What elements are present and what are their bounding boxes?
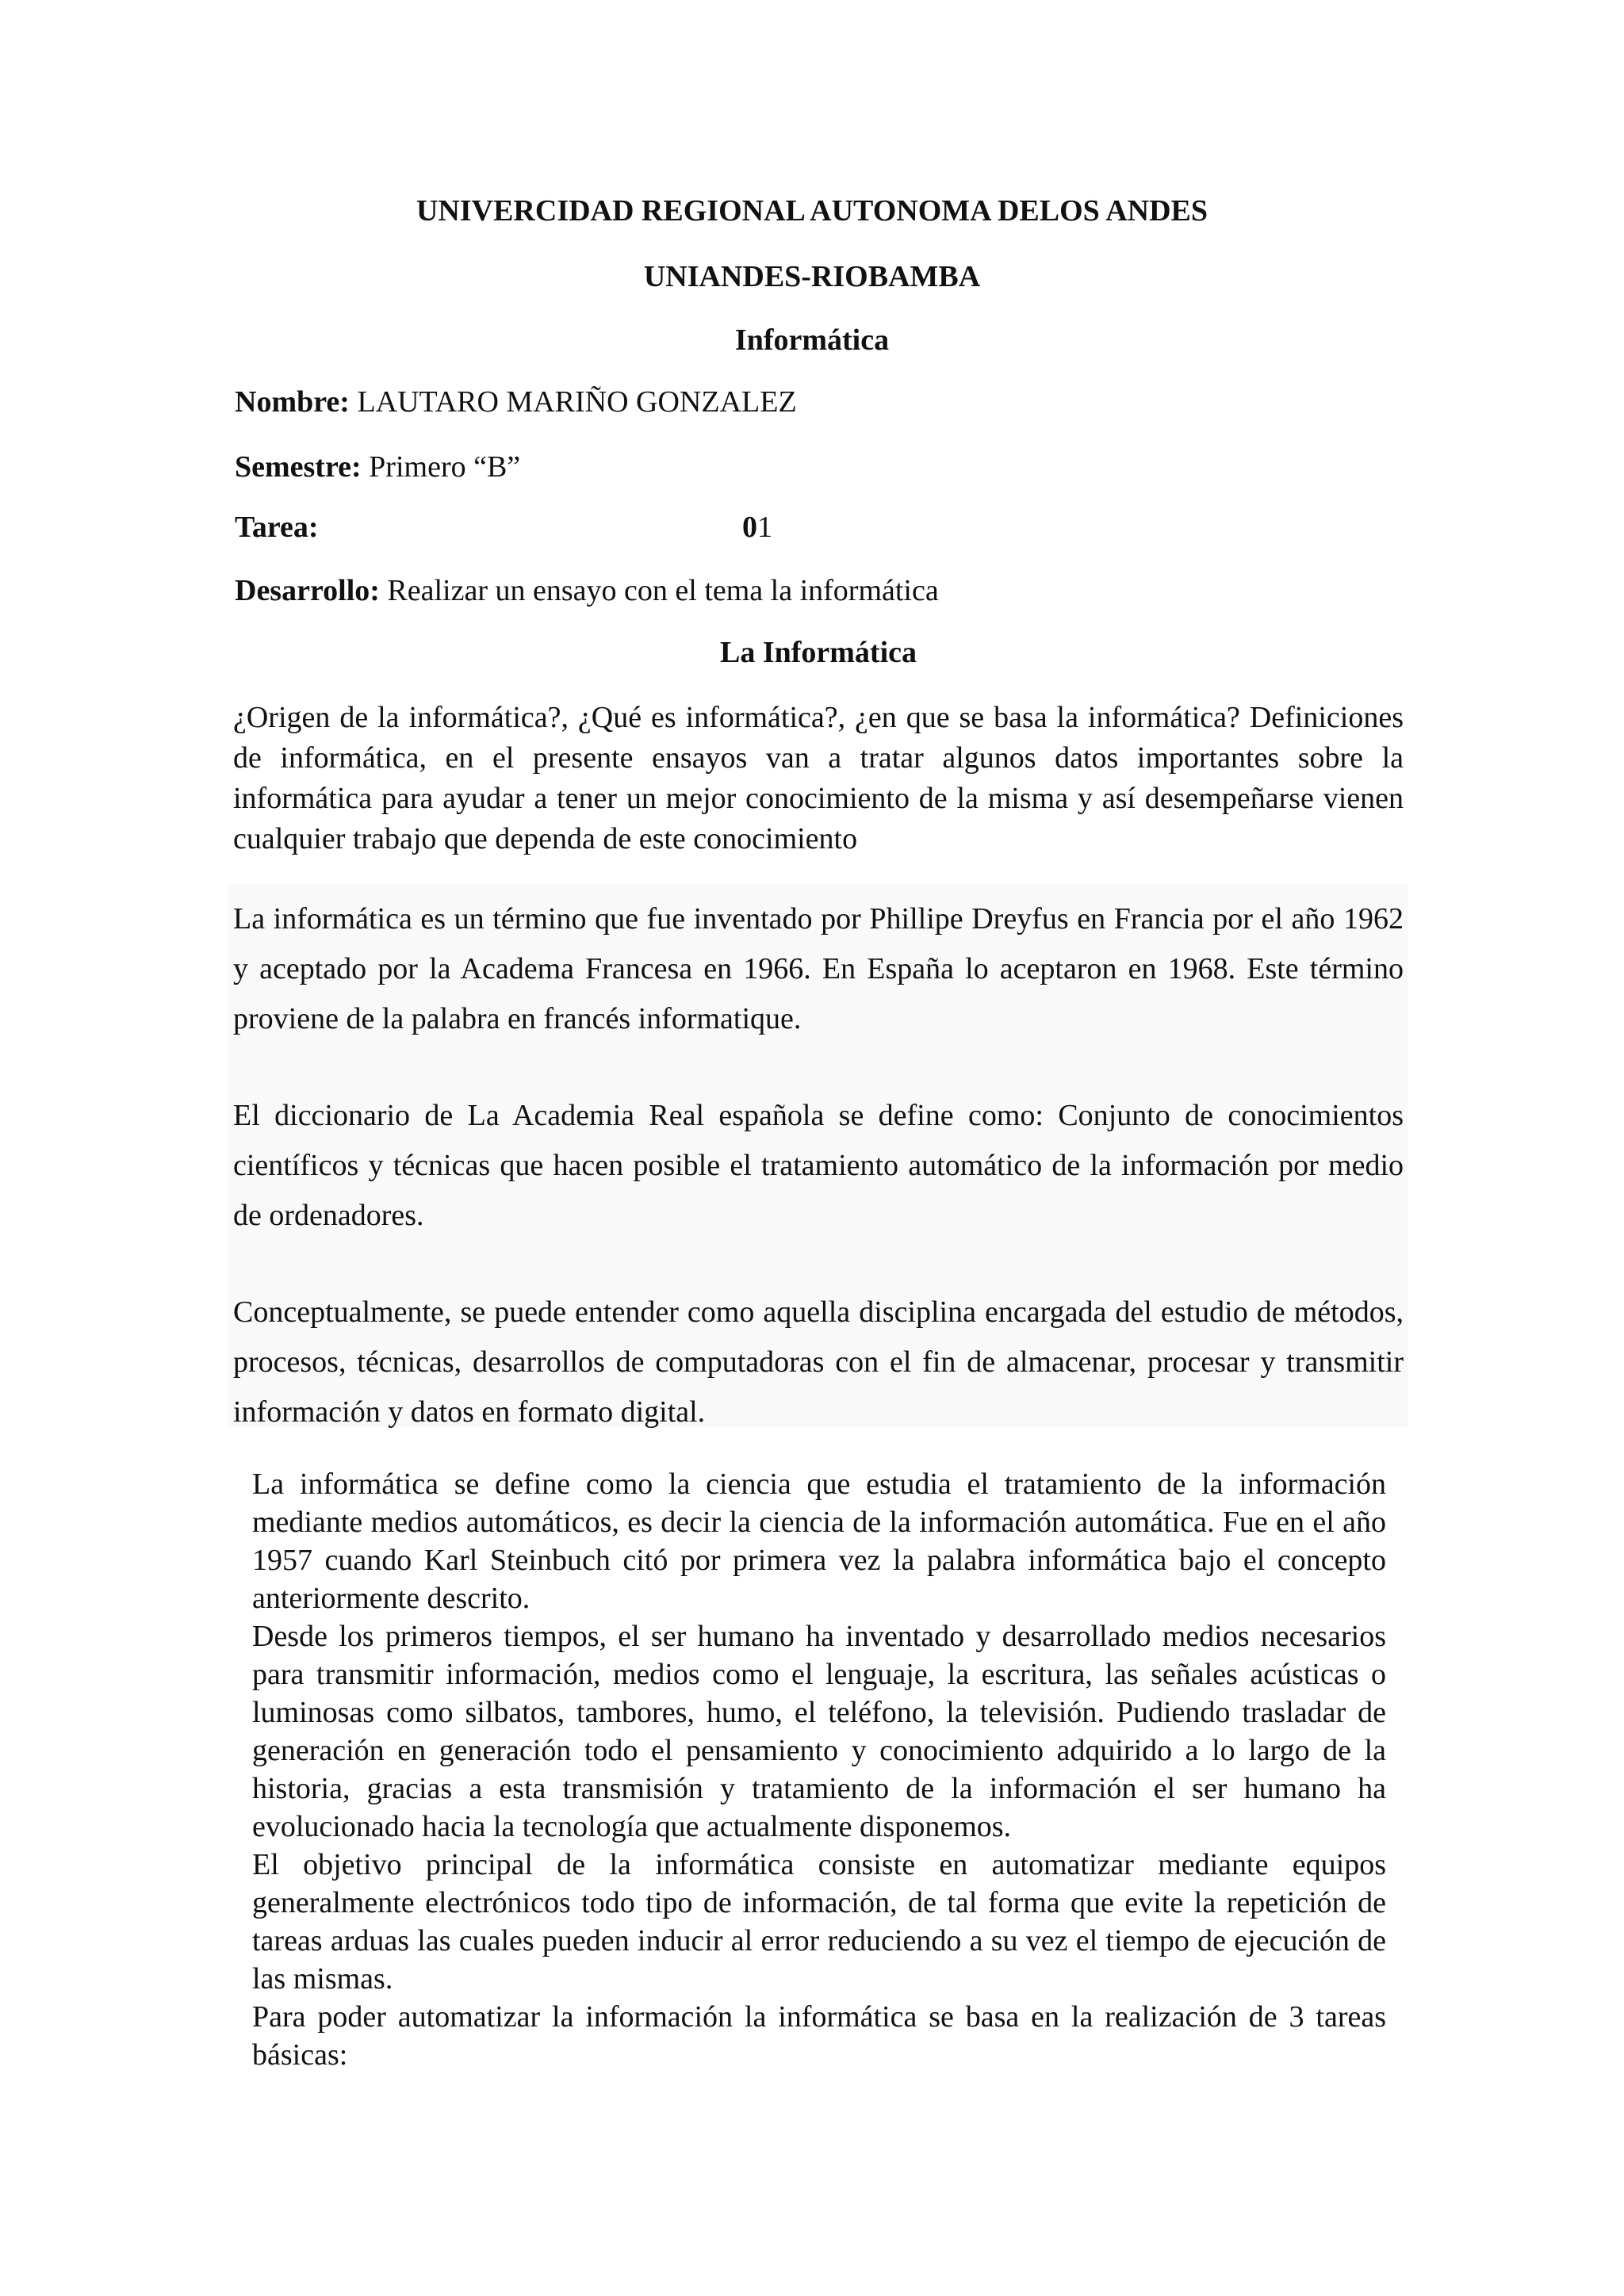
university-title: UNIVERCIDAD REGIONAL AUTONOMA DELOS ANDES — [416, 194, 1208, 228]
lower-block — [252, 1465, 1386, 2074]
paragraph-7-text: Para poder automatizar la información la informática se basa en la realización de 3 tareas básicas: — [252, 2000, 1386, 2072]
nombre-value: LAUTARO MARIÑO GONZALEZ — [357, 385, 797, 419]
tarea-value-rest: 1 — [757, 511, 772, 544]
field-semestre — [235, 449, 520, 485]
paragraph-6-text: El objetivo principal de la informática consiste en automatizar mediante equipos generalmente electrónicos todo tipo de información, de tal forma que evite la repetición de tareas arduas las cuales pueden inducir al error reduciendo a su vez el tiempo de ejecución de las mismas. — [252, 1848, 1386, 1996]
essay-intro — [233, 698, 1404, 859]
campus-title: UNIANDES-RIOBAMBA — [643, 260, 981, 293]
paragraph-4-text: La informática se define como la ciencia que estudia el tratamiento de la información mediante medios automáticos, es decir la ciencia de la información automática. Fue en el año 1957 cuando Karl Steinbuch citó por primera vez la palabra informática bajo el concepto anteriormente descrito. — [252, 1468, 1386, 1615]
paragraph-2 — [233, 1091, 1404, 1241]
tarea-value-bold: 0 — [742, 511, 757, 544]
field-desarrollo — [235, 572, 939, 609]
essay-title: La Informática — [719, 636, 917, 669]
tarea-label: Tarea: — [235, 511, 319, 544]
paragraph-5-text: Desde los primeros tiempos, el ser humano ha inventado y desarrollado medios necesarios para transmitir información, medios como el lenguaje, la escritura, las señales acústicas o luminosas como silbatos, tambores, humo, el teléfono, la televisión. Pudiendo trasladar de generación en generación todo el pensamiento y conocimiento adquirido a lo largo de la historia, gracias a esta transmisión y tratamiento de la información el ser humano ha evolucionado hacia la tecnología que actualmente disponemos. — [252, 1620, 1386, 1843]
subject-title: Informática — [734, 323, 890, 357]
paragraph-3 — [233, 1288, 1404, 1437]
tarea-value — [742, 509, 772, 545]
desarrollo-value: Realizar un ensayo con el tema la informática — [387, 574, 939, 607]
paragraph-1-text: La informática es un término que fue inventado por Phillipe Dreyfus en Francia por el año 1962 y aceptado por la Academa Francesa en 1966. En España lo aceptaron en 1968. Este término proviene de la palabra en francés informatique. — [233, 902, 1404, 1035]
field-nombre — [235, 384, 797, 420]
paragraph-3-text: Conceptualmente, se puede entender como aquella disciplina encargada del estudio de métodos, procesos, técnicas, desarrollos de computadoras con el fin de almacenar, procesar y transmitir información y datos en formato digital. — [233, 1295, 1404, 1429]
semestre-value: Primero “B” — [369, 450, 521, 484]
intro-paragraph: ¿Origen de la informática?, ¿Qué es informática?, ¿en que se basa la informática? Definiciones de informática, en el presente ensayos van a tratar algunos datos importantes sobre la informática para ayudar a tener un mejor conocimiento de la misma y así desempeñarse vienen cualquier trabajo que dependa de este conocimiento — [233, 701, 1404, 855]
desarrollo-label: Desarrollo: — [235, 574, 380, 607]
field-tarea — [235, 509, 948, 545]
semestre-label: Semestre: — [235, 450, 362, 484]
nombre-label: Nombre: — [235, 385, 350, 419]
paragraph-1 — [233, 894, 1404, 1044]
paragraph-2-text: El diccionario de La Academia Real española se define como: Conjunto de conocimientos científicos y técnicas que hacen posible el tratamiento automático de la información por medio de ordenadores. — [233, 1099, 1404, 1232]
